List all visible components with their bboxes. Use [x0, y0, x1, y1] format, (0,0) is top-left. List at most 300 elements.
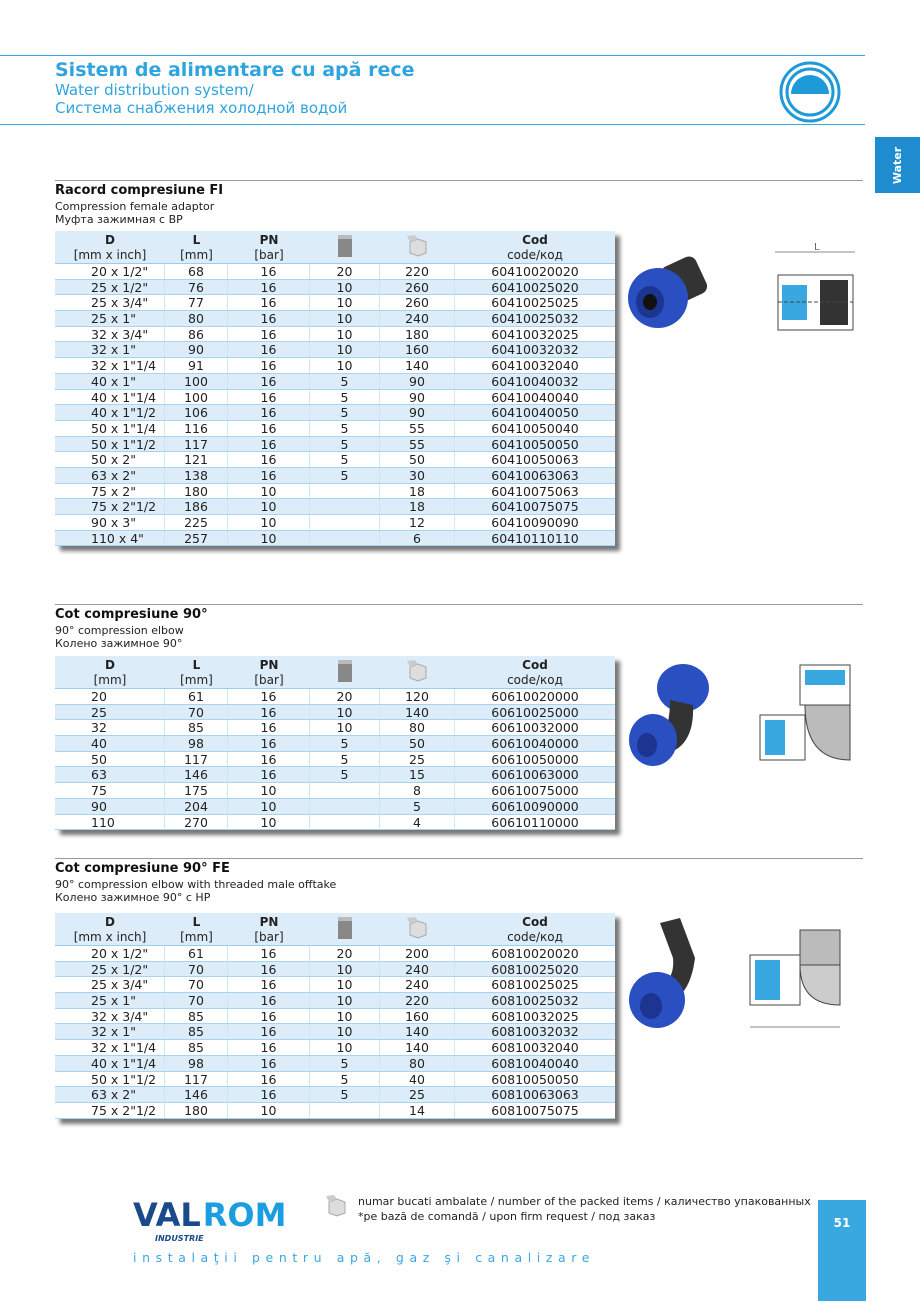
- table-row: [55, 295, 615, 311]
- table-cell: 70: [165, 962, 228, 977]
- table-cell: 90: [165, 342, 228, 357]
- table-cell: 5: [310, 452, 380, 467]
- table-cell: 16: [228, 1072, 310, 1087]
- table-cell: 10: [310, 342, 380, 357]
- elbow-drawing: [755, 660, 860, 770]
- table-row: [55, 752, 615, 768]
- female-adaptor-photo: [620, 250, 710, 330]
- table-cell: 140: [380, 1040, 455, 1055]
- section-subtitle-ru: Колено зажимное 90° с НР: [55, 891, 211, 904]
- table-cell: 106: [165, 405, 228, 420]
- table-row: [55, 452, 615, 468]
- table-cell: 50: [380, 736, 455, 751]
- table-cell: 61: [165, 946, 228, 961]
- table-row: [55, 280, 615, 296]
- table-cell: 18: [380, 484, 455, 499]
- table-cell: 117: [165, 752, 228, 767]
- table-cell: 60410075075: [491, 499, 579, 514]
- table-cell: 5: [310, 1087, 380, 1102]
- table-cell: 85: [165, 1024, 228, 1039]
- table-cell: 5: [310, 1072, 380, 1087]
- table-cell: 25 x 3/4": [55, 977, 165, 992]
- page-subtitle-en: Water distribution system/: [55, 81, 254, 99]
- section-rule: [55, 858, 863, 859]
- box-icon: [406, 915, 430, 939]
- table-cell: 90: [380, 405, 455, 420]
- table-cell: 12: [380, 515, 455, 530]
- table-cell: 50 x 2": [55, 452, 165, 467]
- table-cell: 16: [228, 374, 310, 389]
- table-row: [55, 815, 615, 831]
- table-cell: 61: [165, 689, 228, 704]
- col-pn: PN [bar]: [254, 915, 284, 944]
- table-cell: 40 x 1"1/4: [55, 390, 165, 405]
- table-cell: 60410032040: [491, 358, 579, 373]
- table-cell: 25 x 1": [55, 311, 165, 326]
- table-cell: 20: [310, 946, 380, 961]
- table-cell: 16: [228, 767, 310, 782]
- table-cell: 60610050000: [491, 751, 579, 767]
- table-cell: 180: [165, 484, 228, 499]
- table-cell: 60410025025: [491, 295, 579, 311]
- table-cell: 5: [310, 1056, 380, 1071]
- table-cell: 40: [55, 736, 165, 751]
- table-cell: 146: [165, 1087, 228, 1102]
- col-pn: PN [bar]: [254, 658, 284, 687]
- col-d: D [mm x inch]: [73, 915, 147, 944]
- table-cell: 138: [165, 468, 228, 483]
- table-cell: 10: [310, 280, 380, 295]
- table-cell: 90: [380, 390, 455, 405]
- table-cell: 60410040050: [491, 405, 579, 420]
- table-cell: 220: [380, 993, 455, 1008]
- table-cell: 40 x 1": [55, 374, 165, 389]
- col-bag: [310, 656, 380, 688]
- table-cell: 60810025020: [491, 961, 579, 977]
- table-cell: 16: [228, 264, 310, 279]
- logo-val-text: VAL: [133, 1196, 201, 1234]
- table-cell: 110: [55, 815, 165, 830]
- table-cell: 180: [165, 1103, 228, 1118]
- table-cell: 225: [165, 515, 228, 530]
- table-cell: 60610075000: [491, 783, 579, 798]
- table-cell: 16: [228, 311, 310, 326]
- table-cell: 10: [228, 799, 310, 814]
- table-row: [55, 327, 615, 343]
- table-cell: 16: [228, 977, 310, 992]
- table-cell: 20: [310, 689, 380, 704]
- table-cell: 5: [310, 468, 380, 483]
- table-cell: 77: [165, 295, 228, 310]
- table-cell: 90: [380, 374, 455, 389]
- table-row: [55, 767, 615, 783]
- table-cell: 40 x 1"1/4: [55, 1056, 165, 1071]
- table-cell: 10: [310, 1024, 380, 1039]
- table-cell: 60610040000: [491, 736, 579, 751]
- female-adaptor-drawing: [770, 240, 860, 335]
- table-cell: 80: [165, 311, 228, 326]
- table-cell: [310, 515, 380, 530]
- table-cell: 16: [228, 1009, 310, 1024]
- table-cell: 16: [228, 468, 310, 483]
- table-cell: 70: [165, 993, 228, 1008]
- table-cell: 240: [380, 977, 455, 992]
- product-table: [55, 656, 615, 830]
- table-cell: 116: [165, 421, 228, 436]
- table-cell: 5: [310, 767, 380, 782]
- table-row: [55, 1103, 615, 1119]
- table-cell: 63: [55, 767, 165, 782]
- table-cell: 60810020020: [491, 946, 579, 961]
- table-cell: 240: [380, 311, 455, 326]
- table-cell: 86: [165, 327, 228, 342]
- col-box: [380, 913, 455, 945]
- firm-request-note: *pe bază de comandă / upon firm request / под заказ: [358, 1210, 656, 1223]
- table-row: [55, 264, 615, 280]
- table-cell: 16: [228, 1040, 310, 1055]
- table-cell: 16: [228, 962, 310, 977]
- table-cell: 10: [228, 815, 310, 830]
- table-cell: 60610025000: [491, 704, 579, 720]
- table-row: [55, 1056, 615, 1072]
- table-cell: 60810050050: [491, 1071, 579, 1087]
- table-cell: 16: [228, 390, 310, 405]
- table-cell: 98: [165, 736, 228, 751]
- table-cell: 16: [228, 946, 310, 961]
- table-row: [55, 977, 615, 993]
- table-row: [55, 1072, 615, 1088]
- table-cell: 117: [165, 437, 228, 452]
- header-bottom-rule: [0, 124, 865, 125]
- table-cell: 60810032032: [491, 1024, 579, 1040]
- table-cell: 16: [228, 736, 310, 751]
- table-row: [55, 689, 615, 705]
- col-box: [380, 656, 455, 688]
- table-cell: 20: [55, 689, 165, 704]
- table-cell: 260: [380, 295, 455, 310]
- table-cell: 90: [55, 799, 165, 814]
- table-cell: 16: [228, 1087, 310, 1102]
- table-cell: 60410050050: [491, 436, 579, 452]
- col-pn: PN [bar]: [254, 233, 284, 262]
- table-cell: 60410025020: [491, 279, 579, 295]
- bag-icon: [335, 658, 355, 684]
- table-cell: 60410050040: [491, 420, 579, 436]
- table-cell: 25 x 3/4": [55, 295, 165, 310]
- table-cell: 16: [228, 1024, 310, 1039]
- table-cell: 60410040032: [491, 373, 579, 389]
- table-cell: 63 x 2": [55, 1087, 165, 1102]
- table-cell: 16: [228, 405, 310, 420]
- table-cell: 204: [165, 799, 228, 814]
- table-cell: 55: [380, 421, 455, 436]
- table-cell: 85: [165, 720, 228, 735]
- table-cell: 10: [228, 484, 310, 499]
- table-cell: 14: [380, 1103, 455, 1118]
- col-cod: Cod code/код: [507, 658, 563, 687]
- table-cell: 5: [310, 390, 380, 405]
- table-cell: 20 x 1/2": [55, 264, 165, 279]
- table-cell: 10: [310, 1040, 380, 1055]
- table-header: [55, 913, 615, 946]
- table-cell: 120: [380, 689, 455, 704]
- table-cell: 200: [380, 946, 455, 961]
- table-cell: 75: [55, 783, 165, 798]
- table-cell: 16: [228, 358, 310, 373]
- table-cell: 175: [165, 783, 228, 798]
- section-rule: [55, 604, 863, 605]
- col-bag: [310, 231, 380, 263]
- table-cell: 60410110110: [491, 530, 579, 546]
- table-cell: 60810075075: [491, 1102, 579, 1118]
- table-cell: 100: [165, 390, 228, 405]
- table-cell: 10: [310, 327, 380, 342]
- table-cell: 10: [228, 531, 310, 546]
- table-cell: 75 x 2"1/2: [55, 1103, 165, 1118]
- table-cell: 32 x 1"1/4: [55, 358, 165, 373]
- table-cell: 60610090000: [491, 798, 579, 814]
- table-cell: 60410032025: [491, 326, 579, 342]
- table-cell: 10: [228, 783, 310, 798]
- page-number: 51: [818, 1200, 866, 1301]
- table-cell: 10: [310, 977, 380, 992]
- table-cell: 160: [380, 1009, 455, 1024]
- dimension-label-l: L: [814, 242, 820, 253]
- table-cell: 10: [310, 962, 380, 977]
- col-cod: Cod code/код: [507, 233, 563, 262]
- table-cell: 16: [228, 280, 310, 295]
- table-cell: 240: [380, 962, 455, 977]
- table-cell: 16: [228, 421, 310, 436]
- table-cell: 220: [380, 264, 455, 279]
- table-cell: 6: [380, 531, 455, 546]
- table-row: [55, 720, 615, 736]
- col-l: L [mm]: [180, 233, 213, 262]
- col-cod: Cod code/код: [507, 915, 563, 944]
- col-d: D [mm]: [93, 658, 127, 687]
- table-cell: 30: [380, 468, 455, 483]
- col-l: L [mm]: [180, 915, 213, 944]
- logo-industrie-text: INDUSTRIE: [155, 1234, 204, 1243]
- elbow-male-photo: [625, 918, 705, 1038]
- table-cell: 146: [165, 767, 228, 782]
- table-row: [55, 1024, 615, 1040]
- table-row: [55, 705, 615, 721]
- box-icon: [406, 658, 430, 682]
- table-cell: 10: [310, 295, 380, 310]
- table-cell: 50 x 1"1/4: [55, 421, 165, 436]
- table-cell: 68: [165, 264, 228, 279]
- table-row: [55, 405, 615, 421]
- table-cell: 90 x 3": [55, 515, 165, 530]
- table-cell: 60610110000: [491, 814, 579, 830]
- col-d: D [mm x inch]: [73, 233, 147, 262]
- table-cell: [310, 799, 380, 814]
- table-cell: 16: [228, 342, 310, 357]
- logo-rom-text: ROM: [202, 1196, 287, 1234]
- table-row: [55, 390, 615, 406]
- table-cell: 5: [310, 437, 380, 452]
- table-cell: 55: [380, 437, 455, 452]
- table-cell: 50: [380, 452, 455, 467]
- table-cell: 75 x 2"1/2: [55, 499, 165, 514]
- table-cell: 20: [310, 264, 380, 279]
- table-cell: 180: [380, 327, 455, 342]
- section-subtitle-en: 90° compression elbow: [55, 624, 184, 637]
- table-cell: 10: [310, 705, 380, 720]
- table-row: [55, 437, 615, 453]
- box-icon: [325, 1193, 349, 1217]
- table-cell: 5: [380, 799, 455, 814]
- table-row: [55, 342, 615, 358]
- table-cell: 18: [380, 499, 455, 514]
- table-cell: 10: [310, 1009, 380, 1024]
- section-title: Racord compresiune FI: [55, 183, 224, 198]
- table-cell: 16: [228, 720, 310, 735]
- table-cell: 91: [165, 358, 228, 373]
- table-cell: 60410090090: [491, 515, 579, 530]
- table-cell: 25: [380, 752, 455, 767]
- section-title: Cot compresiune 90° FE: [55, 861, 230, 876]
- table-row: [55, 799, 615, 815]
- table-cell: 60610020000: [491, 689, 579, 704]
- table-cell: 8: [380, 783, 455, 798]
- elbow-photo: [625, 660, 715, 770]
- table-cell: 40 x 1"1/2: [55, 405, 165, 420]
- bag-icon: [335, 915, 355, 941]
- table-cell: 60410075063: [491, 483, 579, 499]
- product-table: [55, 231, 615, 546]
- table-row: [55, 421, 615, 437]
- table-cell: 32 x 1": [55, 1024, 165, 1039]
- table-cell: 98: [165, 1056, 228, 1071]
- table-row: [55, 468, 615, 484]
- table-cell: 16: [228, 437, 310, 452]
- table-cell: 50 x 1"1/2: [55, 1072, 165, 1087]
- table-cell: 5: [310, 405, 380, 420]
- table-cell: 76: [165, 280, 228, 295]
- table-header: [55, 656, 615, 689]
- table-row: [55, 993, 615, 1009]
- table-cell: 25 x 1/2": [55, 280, 165, 295]
- product-table: [55, 913, 615, 1119]
- table-cell: 60410040040: [491, 389, 579, 405]
- table-row: [55, 484, 615, 500]
- table-cell: 100: [165, 374, 228, 389]
- table-cell: 85: [165, 1040, 228, 1055]
- table-cell: 60610032000: [491, 720, 579, 736]
- table-row: [55, 515, 615, 531]
- table-cell: 16: [228, 993, 310, 1008]
- table-cell: 32 x 3/4": [55, 327, 165, 342]
- table-cell: 70: [165, 705, 228, 720]
- table-cell: 60410050063: [491, 452, 579, 467]
- packed-items-note: numar bucati ambalate / number of the packed items / каличество упакованных: [358, 1195, 811, 1208]
- section-subtitle-ru: Колено зажимное 90°: [55, 637, 183, 650]
- table-cell: 32: [55, 720, 165, 735]
- table-row: [55, 358, 615, 374]
- table-cell: 50: [55, 752, 165, 767]
- table-header: [55, 231, 615, 264]
- section-subtitle-en: 90° compression elbow with threaded male offtake: [55, 878, 337, 891]
- table-cell: 140: [380, 705, 455, 720]
- table-cell: 25: [380, 1087, 455, 1102]
- section-subtitle-ru: Муфта зажимная с ВР: [55, 213, 183, 226]
- page-title: Sistem de alimentare cu apă rece: [55, 59, 415, 81]
- table-cell: 260: [380, 280, 455, 295]
- table-cell: 5: [310, 374, 380, 389]
- valrom-logo: [133, 1196, 303, 1248]
- table-cell: 25 x 1/2": [55, 962, 165, 977]
- table-cell: 60610063000: [491, 767, 579, 783]
- col-bag: [310, 913, 380, 945]
- table-cell: 16: [228, 452, 310, 467]
- table-row: [55, 962, 615, 978]
- table-row: [55, 736, 615, 752]
- table-cell: 10: [228, 515, 310, 530]
- table-cell: 160: [380, 342, 455, 357]
- table-row: [55, 1009, 615, 1025]
- table-cell: [310, 499, 380, 514]
- table-row: [55, 374, 615, 390]
- table-cell: 63 x 2": [55, 468, 165, 483]
- table-row: [55, 1040, 615, 1056]
- col-box: [380, 231, 455, 263]
- table-cell: 32 x 1"1/4: [55, 1040, 165, 1055]
- table-cell: 50 x 1"1/2: [55, 437, 165, 452]
- table-cell: 32 x 3/4": [55, 1009, 165, 1024]
- table-row: [55, 499, 615, 515]
- table-cell: 16: [228, 689, 310, 704]
- table-cell: 4: [380, 815, 455, 830]
- table-cell: 16: [228, 752, 310, 767]
- table-cell: 10: [310, 993, 380, 1008]
- table-cell: 10: [310, 311, 380, 326]
- section-tab-label: Water: [891, 146, 904, 184]
- table-cell: 186: [165, 499, 228, 514]
- table-cell: 60810025032: [491, 993, 579, 1008]
- table-cell: 85: [165, 1009, 228, 1024]
- table-cell: 270: [165, 815, 228, 830]
- table-cell: 5: [310, 421, 380, 436]
- table-cell: 16: [228, 295, 310, 310]
- table-cell: [310, 1103, 380, 1118]
- table-cell: 25 x 1": [55, 993, 165, 1008]
- table-cell: 16: [228, 1056, 310, 1071]
- table-cell: 60810040040: [491, 1055, 579, 1071]
- table-cell: 75 x 2": [55, 484, 165, 499]
- table-cell: 60810063063: [491, 1087, 579, 1102]
- col-l: L [mm]: [180, 658, 213, 687]
- table-cell: 60410032032: [491, 342, 579, 358]
- table-cell: [310, 783, 380, 798]
- table-cell: 5: [310, 752, 380, 767]
- table-cell: 60410020020: [491, 264, 579, 279]
- table-cell: 16: [228, 327, 310, 342]
- table-cell: [310, 484, 380, 499]
- table-cell: 40: [380, 1072, 455, 1087]
- table-cell: 20 x 1/2": [55, 946, 165, 961]
- box-icon: [406, 233, 430, 257]
- table-cell: [310, 531, 380, 546]
- table-cell: 60810032025: [491, 1008, 579, 1024]
- table-cell: 32 x 1": [55, 342, 165, 357]
- header-top-rule: [0, 55, 865, 56]
- table-cell: 60410025032: [491, 311, 579, 326]
- company-slogan: instalaţii pentru apă, gaz şi canalizare: [133, 1250, 596, 1265]
- section-tab-water[interactable]: [875, 137, 920, 193]
- table-cell: 5: [310, 736, 380, 751]
